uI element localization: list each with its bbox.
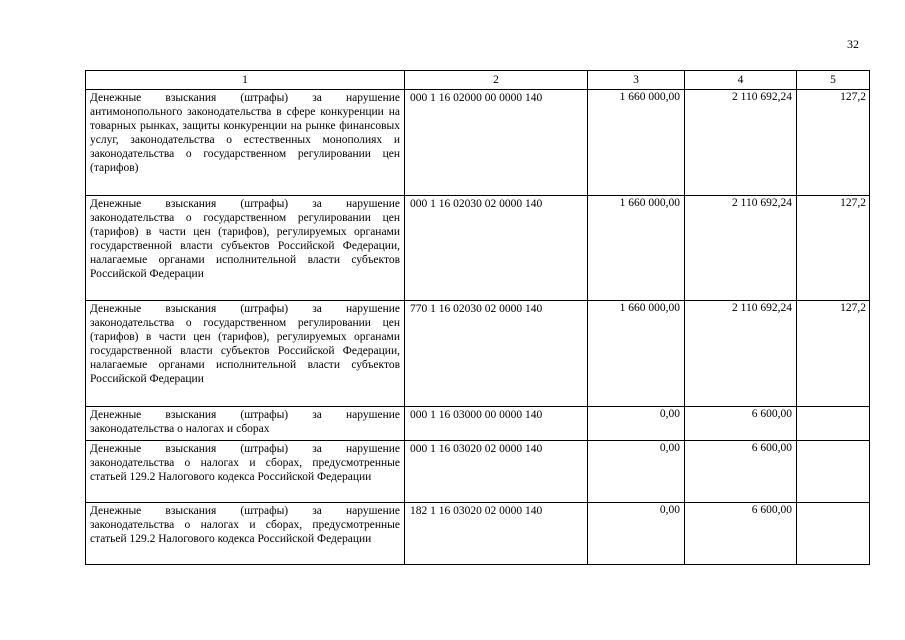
row-col4-value: 2 110 692,24 bbox=[685, 90, 797, 196]
header-col-1: 1 bbox=[86, 71, 405, 90]
table-row bbox=[86, 441, 870, 503]
row-col3-value: 1 660 000,00 bbox=[588, 301, 685, 407]
table-row bbox=[86, 90, 870, 196]
revenue-table bbox=[85, 70, 870, 565]
row-col4-value: 2 110 692,24 bbox=[685, 301, 797, 407]
table-row bbox=[86, 196, 870, 301]
row-col4-value: 6 600,00 bbox=[685, 441, 797, 503]
row-col3-value: 1 660 000,00 bbox=[588, 90, 685, 196]
row-description: Денежные взыскания (штрафы) за нарушение антимонопольного законодательства в сфере конкуренции на товарных рынках, защиты конкуренции на рынке финансовых услуг, законодательства о естественных монополиях и законодательства о государственном регулировании цен (тарифов) bbox=[86, 90, 405, 196]
header-col-4: 4 bbox=[685, 71, 797, 90]
row-budget-code: 770 1 16 02030 02 0000 140 bbox=[405, 301, 588, 407]
row-col3-value: 0,00 bbox=[588, 407, 685, 441]
row-description: Денежные взыскания (штрафы) за нарушение законодательства о налогах и сборах, предусмотренные статьей 129.2 Налогового кодекса Российской Федерации bbox=[86, 503, 405, 565]
row-budget-code: 182 1 16 03020 02 0000 140 bbox=[405, 503, 588, 565]
row-col5-value bbox=[797, 441, 870, 503]
row-budget-code: 000 1 16 03000 00 0000 140 bbox=[405, 407, 588, 441]
table-row bbox=[86, 503, 870, 565]
row-description: Денежные взыскания (штрафы) за нарушение законодательства о государственном регулировании цен (тарифов) в части цен (тарифов), регулируемых органами государственной власти субъектов Российской Федерации, налагаемые органами исполнительной власти субъектов Российской Федерации bbox=[86, 301, 405, 407]
header-col-2: 2 bbox=[405, 71, 588, 90]
row-col3-value: 0,00 bbox=[588, 441, 685, 503]
row-col3-value: 1 660 000,00 bbox=[588, 196, 685, 301]
row-description: Денежные взыскания (штрафы) за нарушение законодательства о налогах и сборах bbox=[86, 407, 405, 441]
row-col5-value bbox=[797, 407, 870, 441]
header-col-3: 3 bbox=[588, 71, 685, 90]
row-col5-value: 127,2 bbox=[797, 196, 870, 301]
header-col-5: 5 bbox=[797, 71, 870, 90]
table-row bbox=[86, 301, 870, 407]
row-col3-value: 0,00 bbox=[588, 503, 685, 565]
row-col5-value bbox=[797, 503, 870, 565]
row-description: Денежные взыскания (штрафы) за нарушение законодательства о налогах и сборах, предусмотренные статьей 129.2 Налогового кодекса Российской Федерации bbox=[86, 441, 405, 503]
row-budget-code: 000 1 16 03020 02 0000 140 bbox=[405, 441, 588, 503]
row-budget-code: 000 1 16 02030 02 0000 140 bbox=[405, 196, 588, 301]
row-col5-value: 127,2 bbox=[797, 90, 870, 196]
row-col4-value: 6 600,00 bbox=[685, 407, 797, 441]
row-description: Денежные взыскания (штрафы) за нарушение законодательства о государственном регулировании цен (тарифов) в части цен (тарифов), регулируемых органами государственной власти субъектов Российской Федерации, налагаемые органами исполнительной власти субъектов Российской Федерации bbox=[86, 196, 405, 301]
row-col5-value: 127,2 bbox=[797, 301, 870, 407]
table-row bbox=[86, 407, 870, 441]
row-col4-value: 2 110 692,24 bbox=[685, 196, 797, 301]
row-col4-value: 6 600,00 bbox=[685, 503, 797, 565]
page-number: 32 bbox=[847, 37, 859, 51]
row-budget-code: 000 1 16 02000 00 0000 140 bbox=[405, 90, 588, 196]
table-header-row bbox=[86, 71, 870, 90]
